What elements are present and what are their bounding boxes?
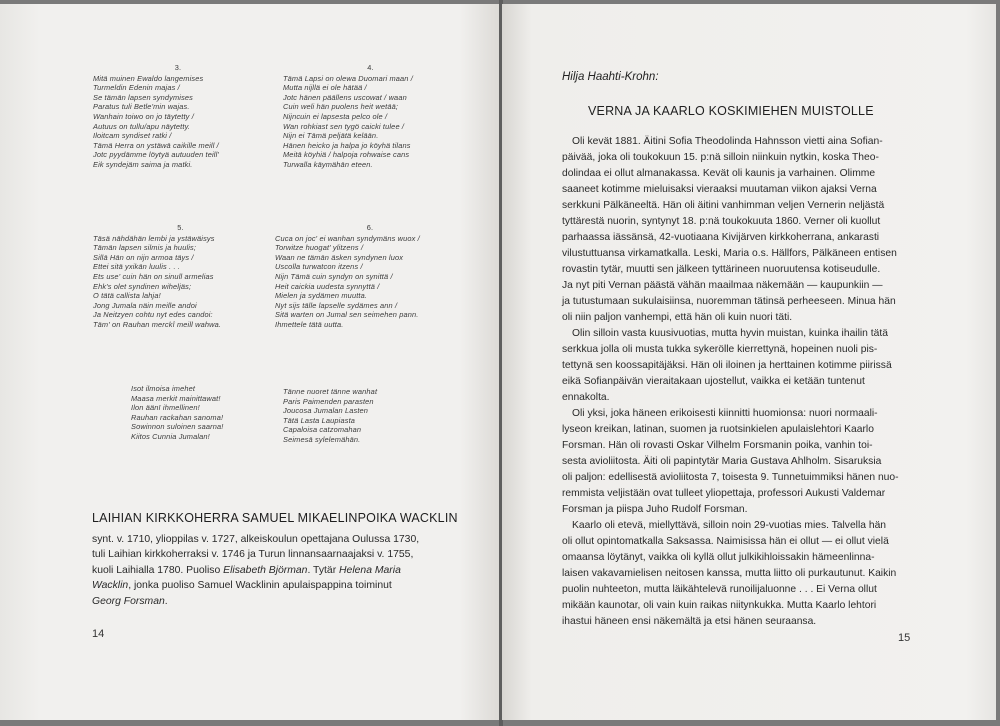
text-line: Ja Neitzyen cohtu nyt edes candoi: [93, 310, 213, 320]
text-line: oli ollut opintomatkalla Saksassa. Naimisissa hän ei ollut — ei ollut vielä [562, 536, 889, 547]
text-line: Ets use' cuin hän on sinull armelias [93, 271, 214, 281]
text-line: oli niin paljon vanhempi, että hän oli kuin nuori täti. [562, 312, 793, 323]
text-line: Ja nyt piti Vernan päästä vähän maailmaa näkemään — kaupunkiin — [562, 280, 883, 291]
text-line: Tämä Lapsi on olewa Duomari maan / [283, 73, 413, 83]
text-line: Tämän lapsen silmis ja huulis; [93, 243, 197, 253]
bio-lines [92, 532, 442, 609]
text-line: Cuca on joc' ei wanhan syndymäns wuox / [275, 233, 420, 243]
text-line: Autuus on tullu/apu näytetty. [93, 121, 191, 131]
italic-name: Wacklin [92, 580, 129, 592]
text-line: Sillä Hän on nijn armoa täys / [93, 252, 194, 262]
text-line: remmista veljistään ovat tulleet yliopettaja, professori Aukusti Valdemar [562, 488, 886, 499]
text-line: Meitä köyhiä / halpoja rohwaise cans [283, 150, 410, 160]
text-line: ja tutustumaan sukulaisiinsa, nuoremman tätinsä perheeseen. Minua hän [562, 296, 896, 307]
bio-line [92, 563, 442, 578]
poem-stanza-5 [93, 223, 268, 330]
text-line: Torwitze huogat' ylitzens / [275, 243, 364, 253]
text-line: tyttärestä nuorin, syntynyt 18. p:nä toukokuuta 1860. Verner oli kuollut [562, 216, 881, 227]
paragraph-lines [562, 134, 962, 326]
text-line: rovastin tytär, muutti sen jälkeen tyttärineen nuoruutensa kotiseudulle. [562, 264, 881, 275]
poem-stanza-4 [283, 63, 458, 170]
text-line: parhaassa iässänsä, 42-vuotiaana Kivijärven kirkkoherrana, ankarasti [562, 232, 880, 243]
stanza-number: 3. [174, 63, 182, 72]
stanza-lines [93, 234, 268, 330]
text-line: eikä Sofianpäivän vieraitakaan ujostellut, vaikka ei ketään tuntenut [562, 376, 865, 387]
author-name: Hilja Haahti-Krohn: [562, 71, 659, 83]
text-line: Täm' on Rauhan merckî meill wahwa. [93, 319, 222, 329]
stanza-number: 5. [177, 223, 184, 232]
stanza-lines [275, 234, 465, 330]
stanza-number: 6. [366, 223, 374, 232]
article-title: VERNA JA KAARLO KOSKIMIEHEN MUISTOLLE [588, 104, 874, 118]
text-line: Kiitos Cunnia Jumalan! [131, 431, 210, 441]
stanza-lines [283, 74, 458, 170]
text-line: mikään kaunotar, oli vain kuin raikas niitynkukka. Mutta Kaarlo lehtori [562, 600, 877, 611]
text-line: Forsman ja piispa Juho Rudolf Forsman. [562, 504, 748, 515]
text-segment: . Tytär [307, 564, 340, 576]
text-line: Mutta nijllä ei ole hätää / [283, 83, 367, 93]
text-line: Kaarlo oli etevä, miellyttävä, silloin noin 29-vuotias mies. Talvella hän [572, 520, 887, 531]
text-line: Se tämän lapsen syndymises [93, 92, 194, 102]
text-line: Ihmettele tätä uutta. [275, 319, 344, 329]
left-page [0, 4, 500, 720]
text-line: Oli yksi, joka häneen erikoisesti kiinnitti huomionsa: nuori normaali- [572, 408, 878, 419]
italic-name: Elisabeth Björman [223, 564, 308, 576]
paragraph-lines [562, 326, 962, 406]
text-line: Cuin weli hän puolens heit wetää; [283, 102, 399, 112]
text-line: Jong Jumala näin meille andoi [93, 300, 197, 310]
text-line: Ilon äänï ihmellinen! [131, 403, 200, 413]
page-number: 14 [92, 628, 105, 640]
text-line: Waan ne tämän äsken syndynen luox [275, 252, 404, 262]
text-line: lyseon kreikan, latinan, suomen ja ruotsinkielen apulaislehtori Kaarlo [562, 424, 874, 435]
italic-name: Georg Forsman [92, 595, 165, 607]
text-line: Isot ilmoisa imehet [131, 384, 196, 393]
text-line: Eik syndejäm saima ja matki. [93, 159, 193, 169]
text-segment: . [164, 595, 168, 607]
text-line: Mielen ja sydämen muutta. [275, 291, 368, 301]
text-line: Nijn ei Tämä peljätä kelään. [283, 131, 379, 141]
paragraph-lines [562, 518, 962, 630]
text-line: Tänne nuoret tänne wanhat [283, 387, 378, 396]
text-line: Seimesä sylelemähän. [283, 434, 361, 444]
text-line: päivää, joka oli toukokuun 15. p:nä silloin niinkuin nytkin, koska Theo- [562, 152, 879, 163]
text-line: Jotc pyydämme löytyä autuuden teill' [93, 150, 219, 160]
text-line: Wan rohkiast sen tygö caicki tulee / [283, 121, 405, 131]
text-segment: tuli Laihian kirkkoherraksi v. 1746 ja Turun linnansaarnaajaksi v. 1755, [92, 549, 414, 561]
bio-line [92, 547, 442, 562]
text-line: Maasa merkit mainittawat! [131, 393, 221, 403]
text-line: Hänen heicko ja halpa jo köyhä tilans [283, 140, 411, 150]
stanza-number: 4. [367, 63, 374, 72]
text-line: Heit caickia uudesta synnyttä / [275, 281, 380, 291]
text-line: Paris Paimenden parasten [283, 396, 374, 406]
text-line: Ettei sitä yxikän luulis . . . [93, 262, 181, 272]
section-heading: LAIHIAN KIRKKOHERRA SAMUEL MIKAELINPOIKA WACKLIN [92, 511, 458, 525]
text-line: Rauhan rackahan sanoma! [131, 412, 224, 422]
text-line: Nijn Tämä cuin syndyn on synittä / [275, 271, 393, 281]
text-line: Joucosa Jumalan Lasten [283, 406, 369, 416]
bio-line [92, 532, 442, 547]
text-line: omaansa löytänyt, vaikka oli kyllä ollut julkikihloissakin hämeenlinna- [562, 552, 875, 563]
text-line: laisen vakavamielisen neitosen kanssa, mutta liitto oli purkautunut. Kaikin [562, 568, 897, 579]
paragraph-2 [562, 326, 962, 406]
text-line: Nijncuin ei lapsesta pelco ole / [283, 111, 388, 121]
paragraph-3 [562, 406, 962, 518]
paragraph-1 [562, 134, 962, 326]
text-line: sesta avioliitosta. Äiti oli papintytär Maria Gustava Ahlholm. Sisaruksia [562, 456, 882, 467]
text-line: Turmeldin Edenin majas / [93, 83, 180, 93]
stanza-lines [93, 74, 263, 170]
text-segment: , jonka puoliso Samuel Wacklinin apulaispappina toiminut [128, 580, 392, 592]
text-line: Tämä Herra on ystäwä caikille meill / [93, 140, 219, 150]
text-line: serkkua jolla oli musta tukka sykerölle kierrettynä, hopeinen nuoli pis- [562, 344, 878, 355]
text-line: vilustuttuansa virkamatkalla. Leski, Maria o.s. Hällfors, Pälkäneen entisen [562, 248, 897, 259]
text-line: Iloitcam syndiset ratki / [93, 131, 172, 141]
text-line: Mitä muinen Ewaldo langemises [93, 73, 204, 83]
text-line: saaneet kotimme mieluisaksi vieraaksi muutaman viikon ajaksi Verna [562, 184, 877, 195]
text-line: Olin silloin vasta kuusivuotias, mutta hyvin muistan, kuinka ihailin tätä [572, 328, 888, 339]
text-line: Wanhain toiwo on jo täytetty / [93, 111, 194, 121]
text-line: Nyt sijs tälle lapselle sydämes ann / [275, 300, 398, 310]
stanza-lines [283, 387, 423, 445]
stanza-lines [131, 384, 271, 442]
poem-stanza-6 [275, 223, 465, 330]
bio-line [92, 578, 442, 593]
text-line: Paratus tuli Betle'min wajas. [93, 102, 190, 112]
text-segment: synt. v. 1710, ylioppilas v. 1727, alkeiskoulun opettajana Oulussa 1730, [92, 534, 420, 545]
text-line: tettynä sen koossapitäjäksi. Hän oli iloinen ja herttainen kotimme piirissä [562, 360, 892, 371]
text-line: ihastui häneen ensi näkemältä ja etsi hänen seuraansa. [562, 616, 817, 627]
page-number: 15 [898, 632, 911, 644]
right-page [502, 4, 996, 720]
text-line: serkkuni Pälkäneeltä. Hän oli äitini vanhimman veljen Vernerin neljästä [562, 200, 885, 211]
text-line: Ehk's olet syndinen wiheljäs; [93, 281, 192, 291]
text-line: Forsman. Hän oli rovasti Oskar Vilhelm Forsmanin poika, vanhin toi- [562, 440, 873, 451]
biography-paragraph [92, 532, 442, 609]
poem-stanza-3 [93, 63, 263, 170]
text-line: Täsä nähdähän lembi ja ystäwäisys [93, 233, 215, 243]
paragraph-lines [562, 406, 962, 518]
italic-name: Helena Maria [339, 564, 401, 576]
text-line: Jotc hänen päällens uscowat / waan [283, 92, 407, 102]
poem-stanza-7 [131, 384, 271, 442]
text-line: Capaloisa catzomahan [283, 425, 362, 435]
text-line: dolindaa ei ollut almanakassa. Kevät oli kaunis ja varhainen. Olimme [562, 168, 876, 179]
text-segment: kuoli Laihialla 1780. Puoliso [92, 564, 224, 576]
text-line: Oli kevät 1881. Äitini Sofia Theodolinda Hahnsson vietti aina Sofian- [572, 136, 883, 147]
poem-stanza-8 [283, 387, 423, 445]
text-line: puolin nuhteeton, mutta läikähtelevä runoilijaluonne . . . Ei Verna ollut [562, 584, 877, 595]
text-line: ennakolta. [562, 392, 610, 403]
text-line: Uscolla turwatcon itzens / [275, 262, 363, 272]
text-line: Sowinnon suloinen saarna! [131, 422, 224, 432]
text-line: Tätä Lasta Laupiasta [283, 415, 356, 425]
text-line: oli paljon: edellisestä avioliitosta 7, toisesta 9. Tunnetuimmiksi hänen nuo- [562, 472, 899, 483]
text-line: Sitä warten on Jumal sen seimehen pann. [275, 310, 419, 320]
paragraph-4 [562, 518, 962, 630]
text-line: O tätä callista lahja! [93, 291, 161, 301]
bio-line [92, 594, 442, 609]
text-line: Turwalla käymähän eteen. [283, 159, 373, 169]
